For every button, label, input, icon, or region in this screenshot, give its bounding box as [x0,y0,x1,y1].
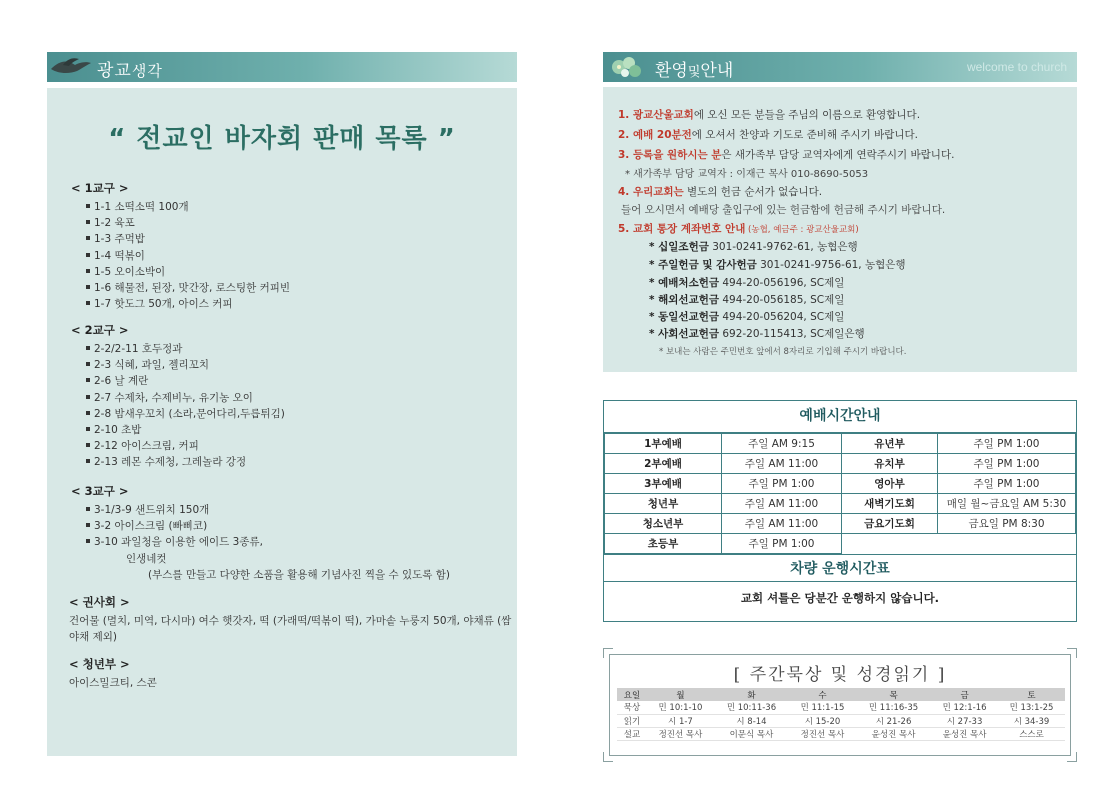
table-row: 청년부 주일 AM 11:00 새벽기도회 매일 월~금요일 AM 5:30 [605,494,1076,514]
bus-title: 차량 운행시간표 [604,554,1076,582]
table-row: 2부예배 주일 AM 11:00 유치부 주일 PM 1:00 [605,454,1076,474]
right-header-title: 환영및안내 [655,61,734,81]
corner-ornament [603,648,613,658]
devotion-title: [ 주간묵상 및 성경읽기 ] [733,665,947,685]
account-social-mission: * 사회선교헌금 692-20-115413, SC제일은행 [649,328,865,340]
list-item: 1-3 주먹밥 [86,231,290,247]
table-row: 초등부 주일 PM 1:00 [605,534,1076,554]
bazaar-title: “ 전교인 바자회 판매 목록 ” [108,124,456,154]
account-note: * 보내는 사람은 주민번호 앞에서 8자리로 기입해 주시기 바랍니다. [659,347,907,357]
devotion-table [617,688,1065,741]
list-item: 2-3 식혜, 과일, 젤리꼬치 [86,357,285,373]
list-item: 2-12 아이스크림, 커피 [86,438,285,454]
list-item: 1-6 해물전, 된장, 맛간장, 로스팅한 커피빈 [86,280,290,296]
list-item: 1-4 떡볶이 [86,248,290,264]
account-overseas-mission: * 해외선교헌금 494-20-056185, SC제일 [649,294,845,306]
corner-ornament [603,752,613,762]
welcome-item-2: 2. 예배 20분전에 오셔서 찬양과 기도로 준비해 주시기 바랍니다. [618,129,919,141]
list-item: 3-10 과일청을 이용한 에이드 3종류, [86,534,450,550]
right-header-bar [603,52,1077,82]
account-local-mission: * 동일선교헌금 494-20-056204, SC제일 [649,311,845,323]
corner-ornament [1067,648,1077,658]
welcome-item-4: 4. 우리교회는 별도의 헌금 순서가 없습니다. [618,186,823,198]
bus-notice: 교회 셔틀은 당분간 운행하지 않습니다. [740,591,940,605]
worship-title: 예배시간안내 [604,401,1076,433]
devotion-box [603,648,1077,762]
section-district-3: < 3교구 > 3-1/3-9 샌드위치 150개 3-2 아이스크림 (빠삐코) 3-10 과일청을 이용한 에이드 3종류, 인생네컷 (부스를 만들고 다양한 소품을 활용해 기념사진 찍을 수 있도록 함) [71,483,450,583]
table-row: 3부예배 주일 PM 1:00 영아부 주일 PM 1:00 [605,474,1076,494]
list-item: 1-7 핫도그 50개, 아이스 커피 [86,296,290,312]
list-item: 1-5 오이소박이 [86,264,290,280]
flower-icon [607,54,647,80]
list-item: 3-2 아이스크림 (빠삐코) [86,518,450,534]
section-district-2: < 2교구 > 2-2/2-11 호두정과 2-3 식혜, 과일, 젤리꼬치 2-6 날 계란 2-7 수제차, 수제비누, 유기농 오이 2-8 밤새우꼬치 (소라,문어다리,두릅튀김) 2-10 초밥 2-12 아이스크림, 커피 2-13 레몬 수제청, 그레놀라 강정 [71,322,285,471]
section-district-1: < 1교구 > 1-1 소떡소떡 100개 1-2 육포 1-3 주먹밥 1-4 떡볶이 1-5 오이소박이 1-6 해물전, 된장, 맛간장, 로스팅한 커피빈 1-7 핫도그 50개, 아이스 커피 [71,180,290,312]
list-item: 1-2 육포 [86,215,290,231]
bird-icon [49,55,93,79]
corner-ornament [1067,752,1077,762]
table-row: 설교 정진선 목사 이문식 목사 정진선 목사 윤성진 목사 윤성진 목사 스스로 [617,727,1065,740]
table-row: 1부예배 주일 AM 9:15 유년부 주일 PM 1:00 [605,434,1076,454]
right-header-subtitle: welcome to church [966,60,1067,74]
list-item: 2-7 수제차, 수제비누, 유기농 오이 [86,390,285,406]
section-youth: < 청년부 > 아이스밀크티, 스콘 [69,657,157,689]
list-item: 2-2/2-11 호두정과 [86,341,285,357]
list-item: 2-13 레몬 수제청, 그레놀라 강정 [86,454,285,470]
list-item-continued: 인생네컷 [126,552,167,565]
list-item: 2-10 초밥 [86,422,285,438]
list-item-continued: (부스를 만들고 다양한 소품을 활용해 기념사진 찍을 수 있도록 함) [148,568,450,581]
welcome-item-3: 3. 등록을 원하시는 분은 새가족부 담당 교역자에게 연락주시기 바랍니다. [618,149,955,161]
welcome-item-3-sub: * 새가족부 담당 교역자 : 이재근 목사 010-8690-5053 [625,169,869,180]
welcome-item-5: 5. 교회 통장 계좌번호 안내 (농협, 예금주 : 광교산울교회) [618,223,859,235]
left-header-bar [47,52,517,82]
list-item: 3-1/3-9 샌드위치 150개 [86,502,450,518]
welcome-item-1: 1. 광교산울교회에 오신 모든 분들을 주님의 이름으로 환영합니다. [618,109,921,121]
table-row: 읽기 시 1-7 시 8-14 시 15-20 시 21-26 시 27-33 시 34-39 [617,714,1065,727]
worship-schedule [603,400,1077,622]
left-header-title: 광교생각 [97,61,163,81]
list-item: 2-6 날 계란 [86,373,285,389]
account-worship-place: * 예배처소헌금 494-20-056196, SC제일 [649,277,845,289]
bazaar-panel [47,88,517,756]
welcome-panel [603,87,1077,372]
table-row: 묵상 민 10:1-10 민 10:11-36 민 11:1-15 민 11:16-35 민 12:1-16 민 13:1-25 [617,701,1065,714]
table-row: 청소년부 주일 AM 11:00 금요기도회 금요일 PM 8:30 [605,514,1076,534]
list-item: 2-8 밤새우꼬치 (소라,문어다리,두릅튀김) [86,406,285,422]
worship-table [604,433,1076,554]
welcome-item-4-sub: 들어 오시면서 예배당 출입구에 있는 헌금함에 헌금해 주시기 바랍니다. [621,204,946,216]
section-deaconess: < 권사회 > 건어물 (멸치, 미역, 다시마) 여수 햇갓자, 떡 (가래떡/떡볶이 떡), 가마솥 누룽지 50개, 야채류 (쌈야채 제외) [69,595,512,644]
list-item: 1-1 소떡소떡 100개 [86,199,290,215]
account-sunday: * 주일헌금 및 감사헌금 301-0241-9756-61, 농협은행 [649,259,906,271]
account-tithe: * 십일조헌금 301-0241-9762-61, 농협은행 [649,241,858,253]
table-row: 요일 월 화 수 목 금 토 [617,688,1065,701]
